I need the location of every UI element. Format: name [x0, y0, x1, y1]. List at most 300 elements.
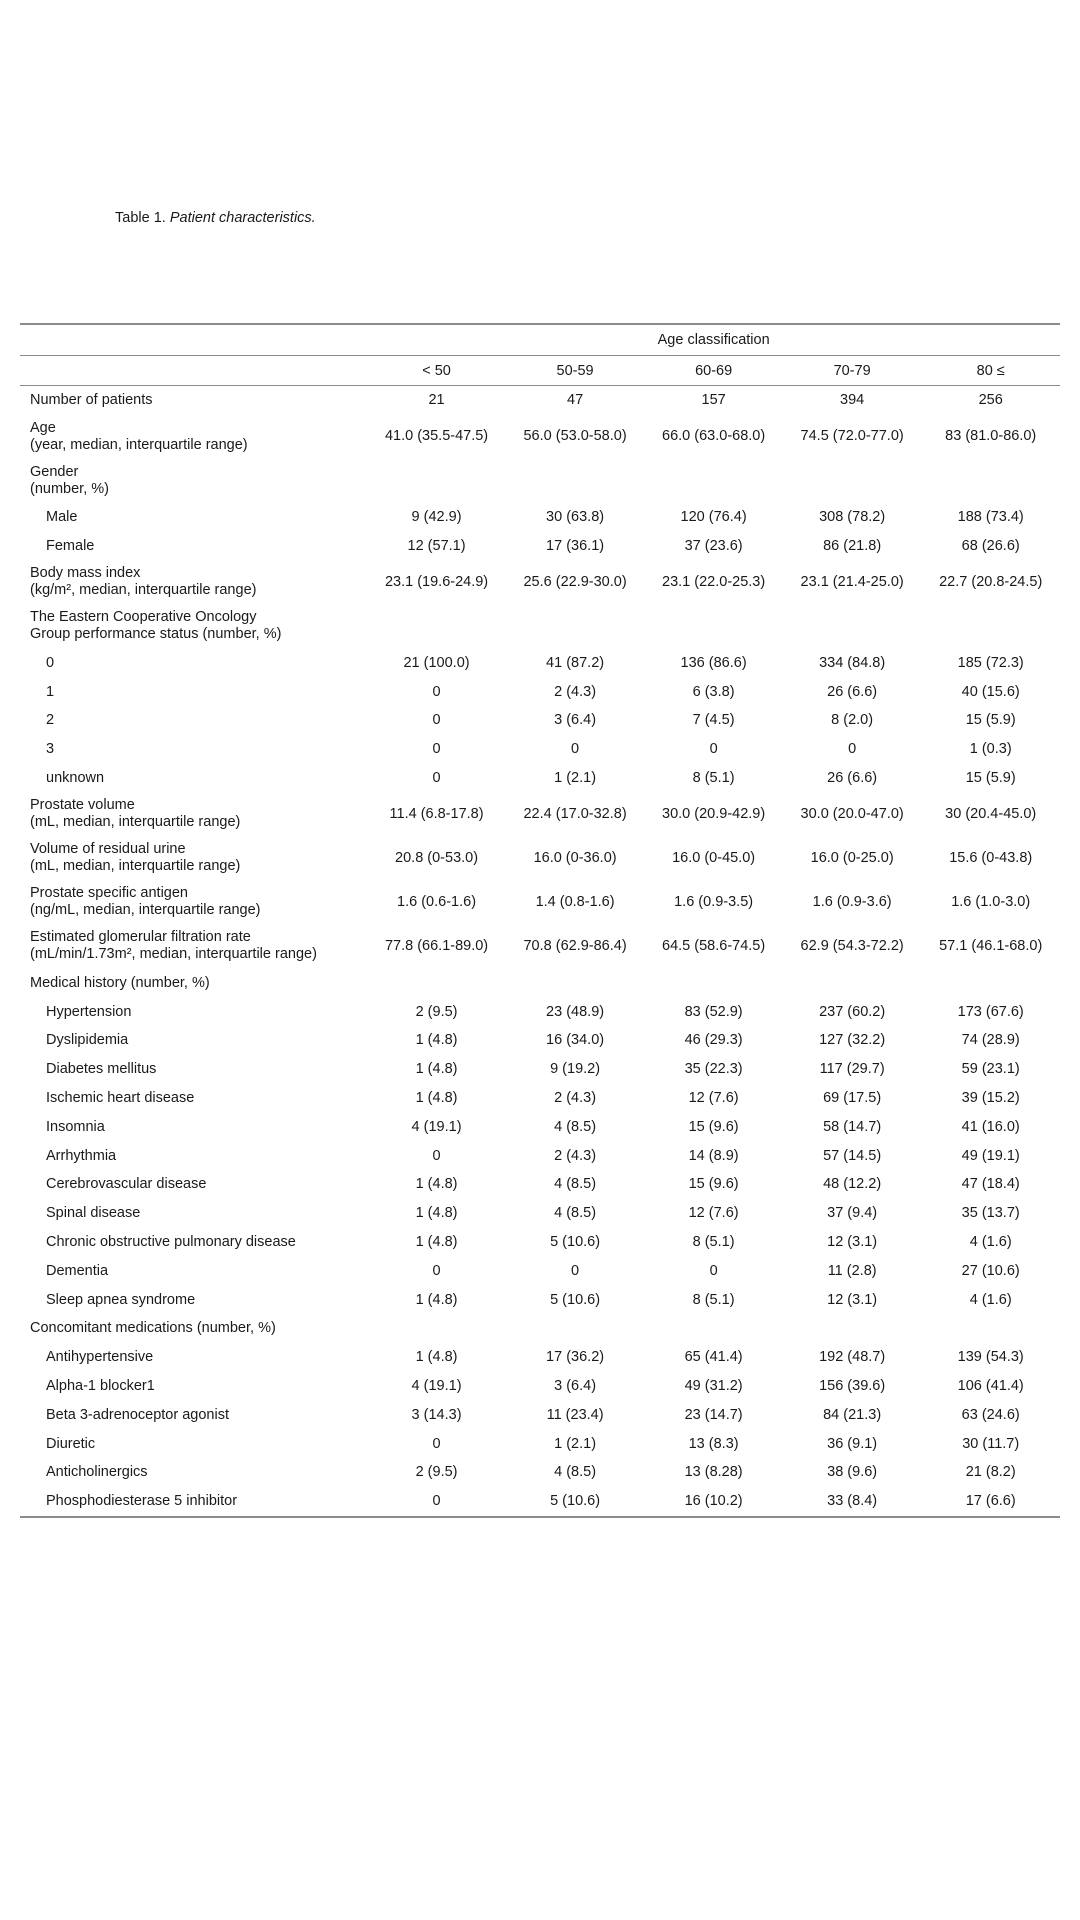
table-cell: 1 (2.1) [554, 769, 597, 786]
row-label [20, 1084, 367, 1113]
table-cell: 16.0 (0-45.0) [672, 849, 756, 866]
row-label [20, 386, 367, 415]
table-cell: 0 [709, 1262, 718, 1279]
table-row [20, 836, 1060, 880]
column-header: < 50 [367, 356, 506, 386]
group-header-row [20, 325, 1060, 356]
table-cell: 0 [571, 741, 580, 758]
row-label [20, 968, 367, 997]
table-cell [783, 968, 922, 997]
table-cell: 1.4 (0.8-1.6) [535, 893, 615, 910]
table-cell: 1 (4.8) [415, 1061, 458, 1078]
table-row [20, 1055, 1060, 1084]
row-label [20, 1487, 367, 1517]
table-cell [506, 968, 645, 997]
table-cell: 4 (1.6) [969, 1233, 1012, 1250]
table-cell: 156 (39.6) [819, 1377, 886, 1394]
row-label-text: Female [46, 537, 95, 554]
row-label [20, 924, 367, 968]
table-cell: 0 [432, 741, 441, 758]
row-label-text: The Eastern Cooperative Oncology [30, 609, 257, 626]
table-cell [506, 459, 645, 503]
table-cell: 17 (36.1) [546, 537, 605, 554]
table-row [20, 459, 1060, 503]
row-label-text: Sleep apnea syndrome [46, 1291, 196, 1308]
table-row [20, 735, 1060, 764]
row-label [20, 1314, 367, 1343]
table-cell: 23.1 (22.0-25.3) [662, 573, 766, 590]
table-cell: 83 (81.0-86.0) [945, 428, 1037, 445]
table-cell: 139 (54.3) [957, 1349, 1024, 1366]
table-cell [783, 604, 922, 648]
row-label-text: Insomnia [46, 1118, 105, 1135]
table-cell: 15 (9.6) [688, 1176, 739, 1193]
table-row [20, 1487, 1060, 1517]
table-cell [783, 459, 922, 503]
table-cell: 1 (4.8) [415, 1089, 458, 1106]
row-label-text: Cerebrovascular disease [46, 1176, 207, 1193]
row-label [20, 764, 367, 793]
table-cell: 23 (14.7) [684, 1406, 743, 1423]
table-cell [921, 1314, 1060, 1343]
table-cell: 27 (10.6) [961, 1262, 1020, 1279]
table-cell: 2 (4.3) [554, 1147, 597, 1164]
table-cell: 83 (52.9) [684, 1003, 743, 1020]
table-cell: 192 (48.7) [819, 1349, 886, 1366]
table-cell: 12 (57.1) [407, 537, 466, 554]
table-row [20, 1256, 1060, 1285]
table-cell: 0 [432, 1435, 441, 1452]
table-cell: 86 (21.8) [823, 537, 882, 554]
row-label-subtext: (number, %) [30, 480, 109, 497]
table-cell: 5 (10.6) [550, 1233, 601, 1250]
table-cell: 12 (7.6) [688, 1205, 739, 1222]
table-cell: 49 (19.1) [961, 1147, 1020, 1164]
table-cell: 41 (16.0) [961, 1118, 1020, 1135]
row-label [20, 1458, 367, 1487]
row-label-text: Estimated glomerular filtration rate [30, 929, 251, 946]
row-label-text: Ischemic heart disease [46, 1089, 195, 1106]
table-cell: 4 (8.5) [554, 1176, 597, 1193]
row-label-text: 2 [46, 712, 55, 729]
table-cell: 0 [432, 683, 441, 700]
table-cell: 65 (41.4) [684, 1349, 743, 1366]
group-header: Age classification [367, 325, 1060, 356]
table-cell: 14 (8.9) [688, 1147, 739, 1164]
table-cell: 23 (48.9) [546, 1003, 605, 1020]
table-cell: 120 (76.4) [680, 509, 747, 526]
row-label-text: Medical history (number, %) [30, 974, 210, 991]
table-cell: 13 (8.3) [688, 1435, 739, 1452]
row-label-text: Beta 3-adrenoceptor agonist [46, 1406, 229, 1423]
table-cell: 2 (9.5) [415, 1003, 458, 1020]
table-cell: 0 [367, 1487, 506, 1517]
table-row [20, 1112, 1060, 1141]
table-row [20, 1084, 1060, 1113]
table-cell [921, 604, 1060, 648]
row-label-subtext: (year, median, interquartile range) [30, 436, 248, 453]
table-cell: 1 (0.3) [969, 741, 1012, 758]
table-cell: 4 (19.1) [411, 1377, 462, 1394]
table-cell: 74.5 (72.0-77.0) [800, 428, 904, 445]
table-cell: 30 (11.7) [962, 1435, 1020, 1452]
table-cell: 22.7 (20.8-24.5) [939, 573, 1043, 590]
table-cell: 6 (3.8) [692, 683, 735, 700]
table-caption [115, 210, 316, 226]
row-label [20, 560, 367, 604]
row-label [20, 1141, 367, 1170]
table-cell: 9 (42.9) [411, 509, 462, 526]
row-label-text: Spinal disease [46, 1205, 141, 1222]
table-cell: 40 (15.6) [961, 683, 1020, 700]
table-cell: 1 (4.8) [415, 1349, 458, 1366]
row-label [20, 997, 367, 1026]
row-label [20, 1170, 367, 1199]
row-label [20, 792, 367, 836]
table-cell: 16 (10.2) [644, 1487, 783, 1517]
table-row [20, 706, 1060, 735]
table-cell [921, 459, 1060, 503]
row-label [20, 1256, 367, 1285]
table-cell: 0 [709, 741, 718, 758]
table-cell [921, 968, 1060, 997]
table-row [20, 1026, 1060, 1055]
table-cell: 8 (2.0) [831, 712, 874, 729]
row-label-text: Chronic obstructive pulmonary disease [46, 1233, 296, 1250]
table-cell: 38 (9.6) [827, 1464, 878, 1481]
row-label [20, 459, 367, 503]
row-label-text: Age [30, 419, 56, 436]
table-cell [506, 604, 645, 648]
table-row [20, 968, 1060, 997]
row-label-subtext: Group performance status (number, %) [30, 626, 282, 643]
patient-characteristics-table [20, 323, 1060, 1518]
table-cell: 1.6 (0.6-1.6) [397, 893, 477, 910]
table-cell: 36 (9.1) [827, 1435, 878, 1452]
table-cell: 4 (19.1) [411, 1118, 462, 1135]
row-label [20, 836, 367, 880]
table-cell: 17 (36.2) [546, 1349, 605, 1366]
row-label-text: Male [46, 509, 78, 526]
table-cell: 15 (9.6) [688, 1118, 739, 1135]
table-cell: 16.0 (0-36.0) [533, 849, 617, 866]
table-cell [783, 1314, 922, 1343]
table-row [20, 997, 1060, 1026]
row-label [20, 1285, 367, 1314]
row-label-text: Hypertension [46, 1003, 132, 1020]
table-cell: 23.1 (21.4-25.0) [800, 573, 904, 590]
table-cell: 13 (8.28) [684, 1464, 743, 1481]
row-label-text: Arrhythmia [46, 1147, 117, 1164]
table-cell: 1 (4.8) [415, 1233, 458, 1250]
table-cell: 26 (6.6) [827, 683, 878, 700]
row-label [20, 1026, 367, 1055]
table-cell: 41 (87.2) [546, 654, 605, 671]
table-cell: 185 (72.3) [957, 654, 1024, 671]
table-cell: 4 (8.5) [554, 1205, 597, 1222]
table-cell [644, 1314, 783, 1343]
table-cell: 7 (4.5) [692, 712, 735, 729]
table-row [20, 1228, 1060, 1257]
table-cell: 47 (18.4) [961, 1176, 1020, 1193]
table-cell: 57 (14.5) [823, 1147, 882, 1164]
table-cell: 117 (29.7) [819, 1061, 885, 1078]
table-cell: 77.8 (66.1-89.0) [384, 937, 489, 954]
row-label [20, 1372, 367, 1401]
table-cell: 12 (3.1) [827, 1233, 878, 1250]
table-cell [367, 968, 506, 997]
table-row [20, 1429, 1060, 1458]
row-label-text: Prostate specific antigen [30, 885, 188, 902]
row-label-subtext: (mL, median, interquartile range) [30, 858, 241, 875]
row-label-text: Alpha-1 blocker1 [46, 1377, 155, 1394]
table-cell: 237 (60.2) [819, 1003, 886, 1020]
row-label [20, 880, 367, 924]
table-cell: 0 [432, 712, 441, 729]
table-cell [644, 968, 783, 997]
column-header: 80 ≤ [921, 356, 1060, 386]
table-cell: 11 (23.4) [546, 1406, 604, 1423]
row-label [20, 532, 367, 561]
row-label-subtext: (mL/min/1.73m², median, interquartile range) [30, 946, 317, 963]
table-cell: 8 (5.1) [692, 1233, 735, 1250]
table-cell: 2 (4.3) [554, 1089, 597, 1106]
row-label-text: Gender [30, 463, 79, 480]
row-label-text: 0 [46, 654, 55, 671]
table-row [20, 1141, 1060, 1170]
table-cell: 37 (23.6) [684, 537, 743, 554]
row-label-subtext: (mL, median, interquartile range) [30, 814, 241, 831]
table-cell: 9 (19.2) [550, 1061, 601, 1078]
table-cell: 308 (78.2) [819, 509, 886, 526]
table-row [20, 386, 1060, 415]
table-row [20, 1170, 1060, 1199]
row-label [20, 1429, 367, 1458]
table-cell: 1.6 (1.0-3.0) [951, 893, 1031, 910]
row-label [20, 1199, 367, 1228]
table-cell: 0 [432, 1262, 441, 1279]
table-cell: 49 (31.2) [684, 1377, 743, 1394]
table-cell: 68 (26.6) [961, 537, 1020, 554]
row-label-text: Antihypertensive [46, 1349, 154, 1366]
table-cell: 0 [571, 1262, 580, 1279]
table-row [20, 560, 1060, 604]
row-label [20, 1400, 367, 1429]
table-cell: 1 (2.1) [554, 1435, 597, 1452]
row-label-text: Diabetes mellitus [46, 1061, 157, 1078]
table-cell: 334 (84.8) [819, 654, 886, 671]
table-cell: 173 (67.6) [957, 1003, 1024, 1020]
table-number: Table 1. [115, 210, 166, 226]
table-cell: 4 (8.5) [554, 1464, 597, 1481]
row-label [20, 677, 367, 706]
table-cell: 30.0 (20.9-42.9) [662, 805, 766, 822]
table-cell: 39 (15.2) [961, 1089, 1020, 1106]
column-header: 70-79 [783, 356, 922, 386]
row-label [20, 503, 367, 532]
table-cell: 70.8 (62.9-86.4) [523, 937, 627, 954]
table-body [20, 324, 1060, 1517]
table-cell: 58 (14.7) [823, 1118, 882, 1135]
table-cell: 106 (41.4) [957, 1377, 1024, 1394]
row-label-text: Number of patients [30, 392, 153, 409]
table-row [20, 1400, 1060, 1429]
table-row [20, 677, 1060, 706]
table-cell: 20.8 (0-53.0) [395, 849, 479, 866]
table-cell: 15 (5.9) [965, 769, 1016, 786]
row-label-text: Dementia [46, 1262, 109, 1279]
row-label-text: Volume of residual urine [30, 841, 186, 858]
table-cell: 30 (63.8) [546, 509, 605, 526]
table-cell: 21 (100.0) [403, 654, 470, 671]
row-label [20, 735, 367, 764]
table-cell: 2 (4.3) [554, 683, 597, 700]
table-cell [644, 604, 783, 648]
table-cell: 2 (9.5) [415, 1464, 458, 1481]
table-cell: 1 (4.8) [415, 1205, 458, 1222]
row-label-text: 3 [46, 741, 55, 758]
table-cell: 21 (8.2) [965, 1464, 1016, 1481]
table-cell [506, 1314, 645, 1343]
table-cell: 8 (5.1) [692, 769, 735, 786]
table-cell: 1.6 (0.9-3.5) [674, 893, 754, 910]
table-cell: 41.0 (35.5-47.5) [384, 428, 489, 445]
table-cell: 0 [432, 769, 441, 786]
row-label-text: 1 [46, 683, 55, 700]
table-cell: 69 (17.5) [823, 1089, 882, 1106]
table-cell: 11.4 (6.8-17.8) [389, 805, 484, 822]
table-row [20, 532, 1060, 561]
column-header-row [20, 356, 1060, 386]
table-cell: 8 (5.1) [692, 1291, 735, 1308]
table-cell: 21 [428, 392, 445, 409]
table-cell: 33 (8.4) [783, 1487, 922, 1517]
table-title: Patient characteristics. [169, 210, 316, 226]
table-cell: 62.9 (54.3-72.2) [800, 937, 904, 954]
table-row [20, 648, 1060, 677]
table-cell: 66.0 (63.0-68.0) [662, 428, 766, 445]
row-label-subtext: (kg/m², median, interquartile range) [30, 582, 257, 599]
row-label-text: Dyslipidemia [46, 1032, 129, 1049]
table-cell: 74 (28.9) [961, 1032, 1020, 1049]
table-cell [644, 459, 783, 503]
table-cell: 64.5 (58.6-74.5) [662, 937, 766, 954]
table-cell: 4 (8.5) [554, 1118, 597, 1135]
table-cell: 22.4 (17.0-32.8) [523, 805, 627, 822]
table-cell: 17 (6.6) [921, 1487, 1060, 1517]
table-cell: 84 (21.3) [823, 1406, 882, 1423]
row-label-text: Body mass index [30, 565, 141, 582]
table-cell: 11 (2.8) [827, 1262, 877, 1279]
row-label [20, 706, 367, 735]
table-cell: 3 (6.4) [554, 1377, 597, 1394]
row-label-subtext: (ng/mL, median, interquartile range) [30, 902, 261, 919]
table-cell: 12 (7.6) [688, 1089, 739, 1106]
table-cell: 15 (5.9) [965, 712, 1016, 729]
row-label-text: Phosphodiesterase 5 inhibitor [46, 1493, 238, 1510]
table-cell: 47 [567, 392, 584, 409]
table-cell: 59 (23.1) [961, 1061, 1020, 1078]
table-row [20, 503, 1060, 532]
table-cell: 127 (32.2) [819, 1032, 886, 1049]
table-row [20, 1458, 1060, 1487]
table-cell: 23.1 (19.6-24.9) [384, 573, 489, 590]
row-label [20, 1343, 367, 1372]
table-cell: 188 (73.4) [957, 509, 1024, 526]
table-cell: 5 (10.6) [506, 1487, 645, 1517]
row-label-text: Diuretic [46, 1435, 96, 1452]
row-label [20, 1112, 367, 1141]
table-cell: 56.0 (53.0-58.0) [523, 428, 627, 445]
table-cell: 16.0 (0-25.0) [810, 849, 894, 866]
column-header: 50-59 [506, 356, 645, 386]
table-row [20, 792, 1060, 836]
table-row [20, 1343, 1060, 1372]
table-cell: 5 (10.6) [550, 1291, 601, 1308]
row-label-text: Prostate volume [30, 797, 135, 814]
table-cell: 35 (22.3) [684, 1061, 743, 1078]
table-cell: 48 (12.2) [823, 1176, 882, 1193]
table-cell: 1 (4.8) [415, 1032, 458, 1049]
table-cell: 30 (20.4-45.0) [945, 805, 1037, 822]
row-label-text: unknown [46, 769, 105, 786]
row-label-text: Concomitant medications (number, %) [30, 1320, 276, 1337]
table-cell: 57.1 (46.1-68.0) [939, 937, 1043, 954]
row-label [20, 604, 367, 648]
table-row [20, 924, 1060, 968]
row-label [20, 1055, 367, 1084]
table-cell: 1 (4.8) [415, 1176, 458, 1193]
table-cell: 3 (6.4) [554, 712, 597, 729]
row-label [20, 648, 367, 677]
table-cell [367, 459, 506, 503]
row-label-text: Anticholinergics [46, 1464, 148, 1481]
table-cell: 37 (9.4) [827, 1205, 878, 1222]
table-cell: 0 [848, 741, 857, 758]
table-row [20, 1372, 1060, 1401]
table-row [20, 604, 1060, 648]
table-cell: 4 (1.6) [969, 1291, 1012, 1308]
column-header: 60-69 [644, 356, 783, 386]
table-row [20, 764, 1060, 793]
table-cell: 1.6 (0.9-3.6) [812, 893, 892, 910]
table-cell: 3 (14.3) [411, 1406, 462, 1423]
table-cell: 15.6 (0-43.8) [949, 849, 1033, 866]
table-cell: 394 [840, 392, 865, 409]
table-row [20, 415, 1060, 459]
row-label [20, 415, 367, 459]
table-cell: 26 (6.6) [827, 769, 878, 786]
table-cell: 30.0 (20.0-47.0) [800, 805, 904, 822]
table-cell: 25.6 (22.9-30.0) [523, 573, 627, 590]
table-cell: 46 (29.3) [684, 1032, 743, 1049]
table-row [20, 1199, 1060, 1228]
row-label [20, 1228, 367, 1257]
table-cell: 157 [701, 392, 726, 409]
table-cell [367, 604, 506, 648]
table-cell: 256 [978, 392, 1003, 409]
table-row [20, 1285, 1060, 1314]
table-cell: 136 (86.6) [680, 654, 747, 671]
table-cell: 35 (13.7) [961, 1205, 1020, 1222]
table-cell: 16 (34.0) [546, 1032, 605, 1049]
table-row [20, 880, 1060, 924]
table-cell: 63 (24.6) [961, 1406, 1020, 1423]
table-row [20, 1314, 1060, 1343]
table-cell: 12 (3.1) [827, 1291, 878, 1308]
table-cell: 0 [432, 1147, 441, 1164]
table-cell: 1 (4.8) [415, 1291, 458, 1308]
